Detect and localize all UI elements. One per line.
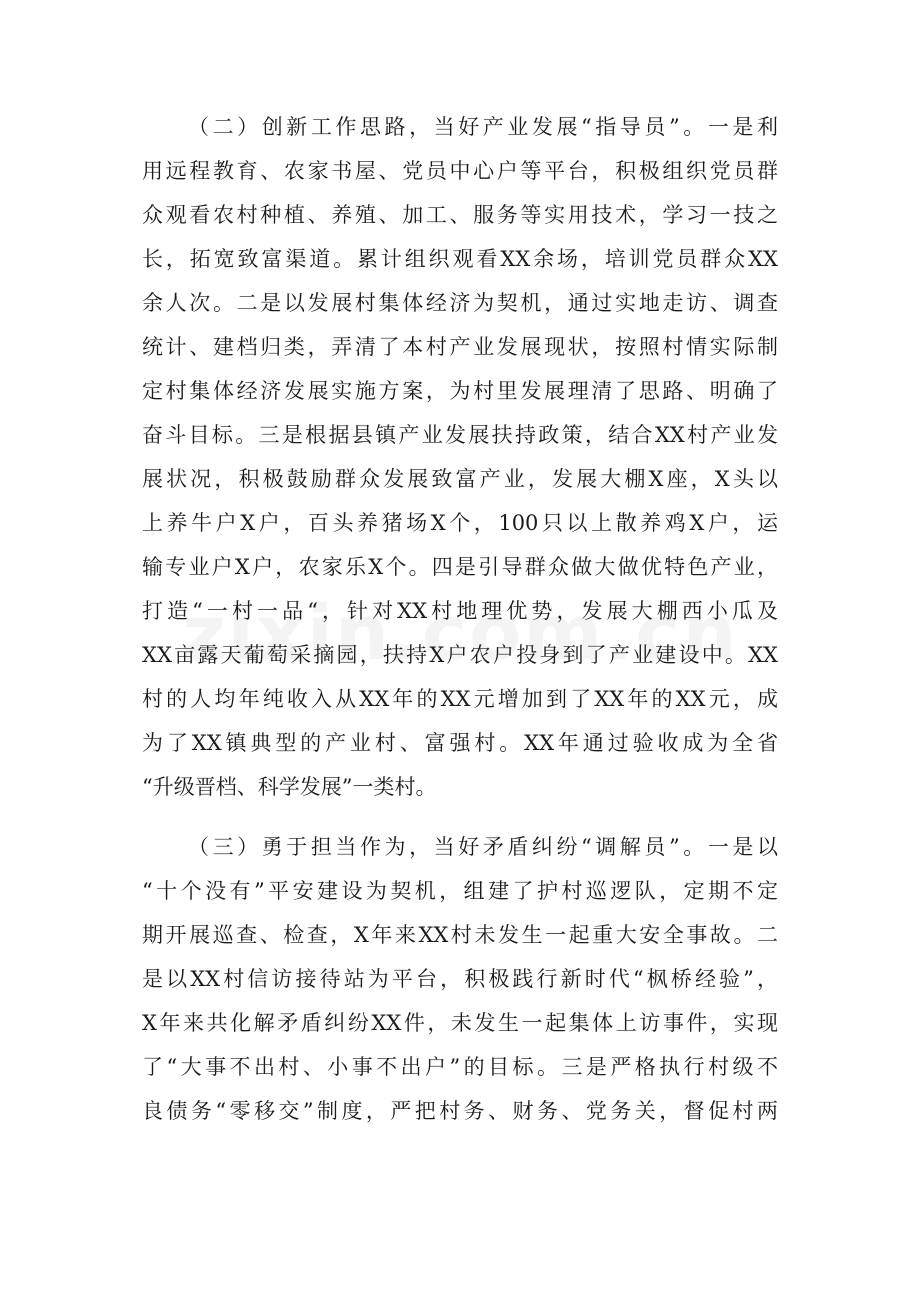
paragraph-line: XX亩露天葡萄采摘园，扶持X户农户投身到了产业建设中。XX [142,643,778,667]
paragraph-line: X年来共化解矛盾纠纷XX件，未发生一起集体上访事件，实现 [142,1011,778,1035]
paragraph-line: “升级晋档、科学发展”一类村。 [142,775,437,799]
paragraph-line: 长，拓宽致富渠道。累计组织观看XX余场，培训党员群众XX [142,247,778,271]
paragraph-line: 期开展巡查、检查，X年来XX村未发生一起重大安全事故。二 [142,923,778,947]
paragraph-line: 村的人均年纯收入从XX年的XX元增加到了XX年的XX元，成 [142,687,778,711]
paragraph-line: 统计、建档归类，弄清了本村产业发展现状，按照村情实际制 [142,335,778,359]
paragraph-line: 定村集体经济发展实施方案，为村里发展理清了思路、明确了 [142,379,778,403]
paragraph-line: （三）勇于担当作为，当好矛盾纠纷“调解员”。一是以 [188,835,778,859]
paragraph-line: （二）创新工作思路，当好产业发展“指导员”。一是利 [188,115,778,139]
paragraph-line: 用远程教育、农家书屋、党员中心户等平台，积极组织党员群 [142,159,778,183]
paragraph-line: 众观看农村种植、养殖、加工、服务等实用技术，学习一技之 [142,203,778,227]
paragraph-line: 奋斗目标。三是根据县镇产业发展扶持政策，结合XX村产业发 [142,423,778,447]
paragraph-line: 是以XX村信访接待站为平台，积极践行新时代“枫桥经验”， [142,967,778,991]
paragraph-line: 输专业户X户，农家乐X个。四是引导群众做大做优特色产业， [142,555,778,579]
paragraph-line: 上养牛户X户，百头养猪场X个，100只以上散养鸡X户，运 [142,511,778,535]
paragraph-line: 了“大事不出村、小事不出户”的目标。三是严格执行村级不 [142,1055,778,1079]
paragraph-line: “十个没有”平安建设为契机，组建了护村巡逻队，定期不定 [142,879,778,903]
paragraph-line: 打造“一村一品“，针对XX村地理优势，发展大棚西小瓜及 [142,599,778,623]
paragraph-line: 为了XX镇典型的产业村、富强村。XX年通过验收成为全省 [142,731,778,755]
paragraph-line: 余人次。二是以发展村集体经济为契机，通过实地走访、调查 [142,291,778,315]
paragraph-line: 良债务“零移交”制度，严把村务、财务、党务关，督促村两 [142,1099,778,1123]
paragraph-line: 展状况，积极鼓励群众发展致富产业，发展大棚X座，X头以 [142,467,778,491]
